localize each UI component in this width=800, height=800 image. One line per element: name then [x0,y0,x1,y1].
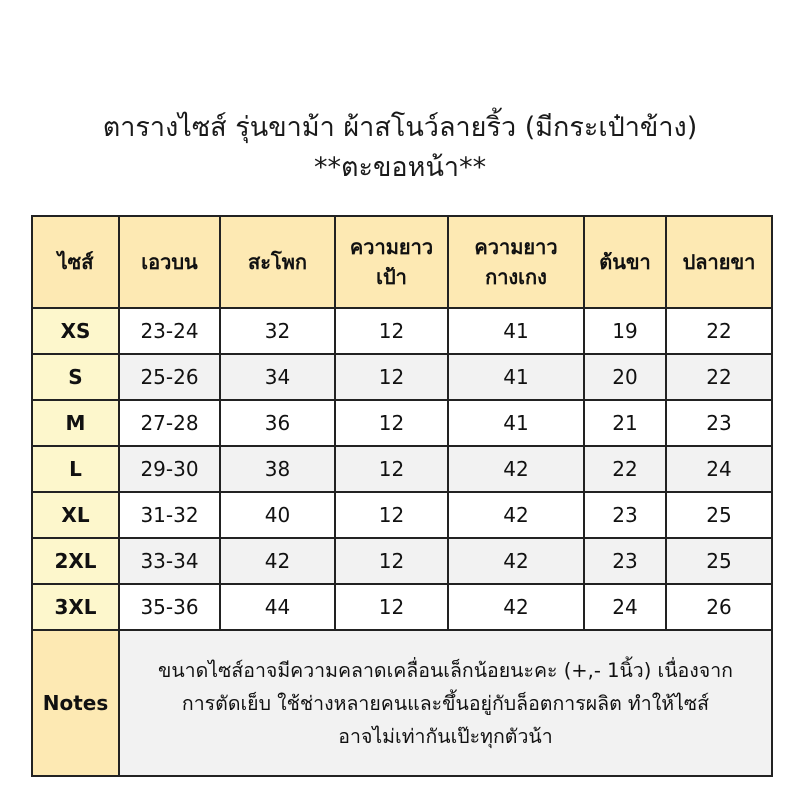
table-row [32,308,772,354]
table-cell: 20 [584,354,666,400]
size-chart-table [31,215,773,777]
table-cell: 25 [666,538,772,584]
notes-line: ขนาดไซส์อาจมีความคลาดเคลื่อนเล็กน้อยนะคะ (+,- 1นิ้ว) เนื่องจาก [158,658,733,682]
table-cell: 29-30 [119,446,220,492]
header-leg-opening: ปลายขา [666,216,772,308]
table-cell: 42 [448,492,584,538]
table-cell: 21 [584,400,666,446]
table-row [32,354,772,400]
size-cell: 3XL [32,584,119,630]
table-cell: 25 [666,492,772,538]
table-cell: 25-26 [119,354,220,400]
table-cell: 41 [448,354,584,400]
table-row [32,492,772,538]
table-cell: 42 [448,538,584,584]
table-cell: 19 [584,308,666,354]
table-cell: 22 [666,354,772,400]
table-cell: 23 [666,400,772,446]
notes-line: การตัดเย็บ ใช้ช่างหลายคนและขึ้นอยู่กับล็อตการผลิต ทำให้ไซส์ [181,691,710,715]
header-size: ไซส์ [32,216,119,308]
table-cell: 12 [335,584,448,630]
table-cell: 23-24 [119,308,220,354]
table-cell: 31-32 [119,492,220,538]
size-cell: XS [32,308,119,354]
table-cell: 35-36 [119,584,220,630]
table-cell: 24 [584,584,666,630]
header-hip: สะโพก [220,216,335,308]
table-row [32,584,772,630]
table-cell: 24 [666,446,772,492]
notes-text [119,630,772,776]
header-row [32,216,772,308]
size-cell: S [32,354,119,400]
table-cell: 40 [220,492,335,538]
header-pants-length: ความยาว กางเกง [448,216,584,308]
table-cell: 26 [666,584,772,630]
table-cell: 12 [335,308,448,354]
size-cell: 2XL [32,538,119,584]
title-line-1: ตารางไซส์ รุ่นขาม้า ผ้าสโนว์ลายริ้ว (มีกระเป๋าข้าง) [102,112,698,143]
table-row [32,538,772,584]
size-cell: XL [32,492,119,538]
size-cell: L [32,446,119,492]
header-waist: เอวบน [119,216,220,308]
table-cell: 32 [220,308,335,354]
table-cell: 44 [220,584,335,630]
table-cell: 33-34 [119,538,220,584]
table-cell: 36 [220,400,335,446]
table-cell: 23 [584,538,666,584]
notes-label: Notes [32,630,119,776]
table-row [32,400,772,446]
table-cell: 42 [448,584,584,630]
table-cell: 12 [335,492,448,538]
size-cell: M [32,400,119,446]
table-cell: 41 [448,308,584,354]
table-cell: 27-28 [119,400,220,446]
table-cell: 38 [220,446,335,492]
table-cell: 23 [584,492,666,538]
table-cell: 34 [220,354,335,400]
table-cell: 42 [448,446,584,492]
table-cell: 41 [448,400,584,446]
header-thigh: ต้นขา [584,216,666,308]
table-cell: 12 [335,538,448,584]
notes-row [32,630,772,776]
notes-line: อาจไม่เท่ากันเป๊ะทุกตัวน้า [338,724,553,748]
table-cell: 12 [335,446,448,492]
page-title [0,108,800,188]
table-cell: 22 [666,308,772,354]
header-rise-length: ความยาว เป้า [335,216,448,308]
table-row [32,446,772,492]
table-cell: 22 [584,446,666,492]
table-cell: 12 [335,354,448,400]
table-cell: 12 [335,400,448,446]
table-cell: 42 [220,538,335,584]
title-line-2: **ตะขอหน้า** [313,152,487,183]
